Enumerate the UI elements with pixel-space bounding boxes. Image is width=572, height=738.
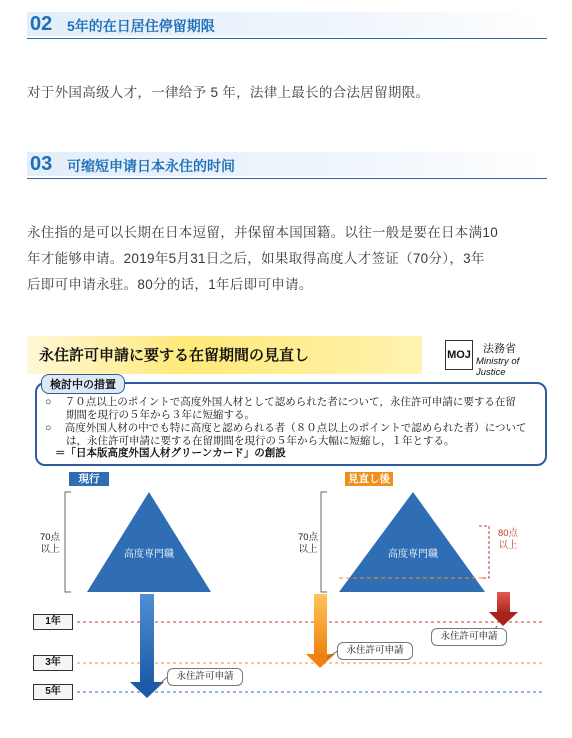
apply-box-3-years: 永住許可申請 — [337, 642, 413, 660]
section-header-02 — [27, 12, 547, 42]
section-number: 03 — [30, 153, 53, 175]
triangle-text-current: 高度専門職 — [124, 549, 174, 560]
slide-title: 永住許可申請に要する在留期間の見直し — [39, 347, 310, 364]
year-label-3: 3年 — [33, 655, 73, 671]
measure-line: は，永住許可申請に要する在留期間を現行の５年から大幅に短縮し，１年とする。 — [45, 435, 455, 447]
label-current: 現行 — [78, 473, 100, 485]
points-70-current: 70点 以上 — [39, 532, 61, 555]
bracket-80 — [479, 526, 489, 578]
points-70-revised: 70点 以上 — [297, 532, 319, 555]
paragraph-line: 永住指的是可以长期在日本逗留，并保留本国国籍。以往一般是要在日本满10 — [27, 225, 499, 240]
measure-line: ○ ７０点以上のポイントで高度外国人材として認められた者について，永住許可申請に要する在留 — [45, 396, 516, 408]
arrow-3-years — [306, 594, 335, 668]
year-label-1: 1年 — [33, 614, 73, 630]
triangle-revised — [339, 492, 485, 592]
bracket-current — [65, 492, 71, 592]
paragraph-line: 年才能够申请。2019年5月31日之后，如果取得高度人才签证（70分），3年 — [27, 251, 485, 266]
measure-line: ○ 高度外国人材の中でも特に高度と認められる者（８０点以上のポイントで認められた者）について — [45, 422, 527, 434]
year-label-5: 5年 — [33, 684, 73, 700]
section-title: 可缩短申请日本永住的时间 — [67, 158, 235, 174]
arrow-1-year — [489, 592, 518, 626]
review-measures-tag: 検討中の措置 — [41, 374, 125, 394]
moj-emblem-icon: MOJ — [445, 340, 473, 370]
points-80: 80点 以上 — [497, 528, 519, 551]
timeline-diagram — [27, 330, 549, 710]
green-card-line: ＝「日本版高度外国人材グリーンカード」の創設 — [55, 447, 286, 459]
apply-box-5-years: 永住許可申請 — [167, 668, 243, 686]
paragraph-residence-period: 对于外国高级人才，一律给予 5 年，法律上最长的合法居留期限。 — [27, 85, 430, 100]
section-title: 5年的在日居住停留期限 — [67, 18, 215, 34]
apply-box-1-year: 永住許可申請 — [431, 628, 507, 646]
section-header-03 — [27, 152, 547, 182]
measure-line: 期間を現行の５年から３年に短縮する。 — [45, 409, 255, 421]
moj-slide-image — [27, 330, 549, 710]
ministry-name-en: Ministry of Justice — [476, 356, 520, 378]
ministry-name-ja: 法務省 — [483, 343, 516, 355]
header-underline — [27, 38, 547, 39]
paragraph-line: 后即可申请永驻。80分的话，1年后即可申请。 — [27, 277, 313, 292]
arrow-5-years — [130, 594, 164, 698]
header-underline — [27, 178, 547, 179]
paragraph-permanent-residence — [27, 220, 547, 298]
triangle-text-revised: 高度専門職 — [388, 549, 438, 560]
section-number: 02 — [30, 13, 53, 35]
label-revised: 見直し後 — [348, 473, 390, 485]
triangle-current — [87, 492, 211, 592]
